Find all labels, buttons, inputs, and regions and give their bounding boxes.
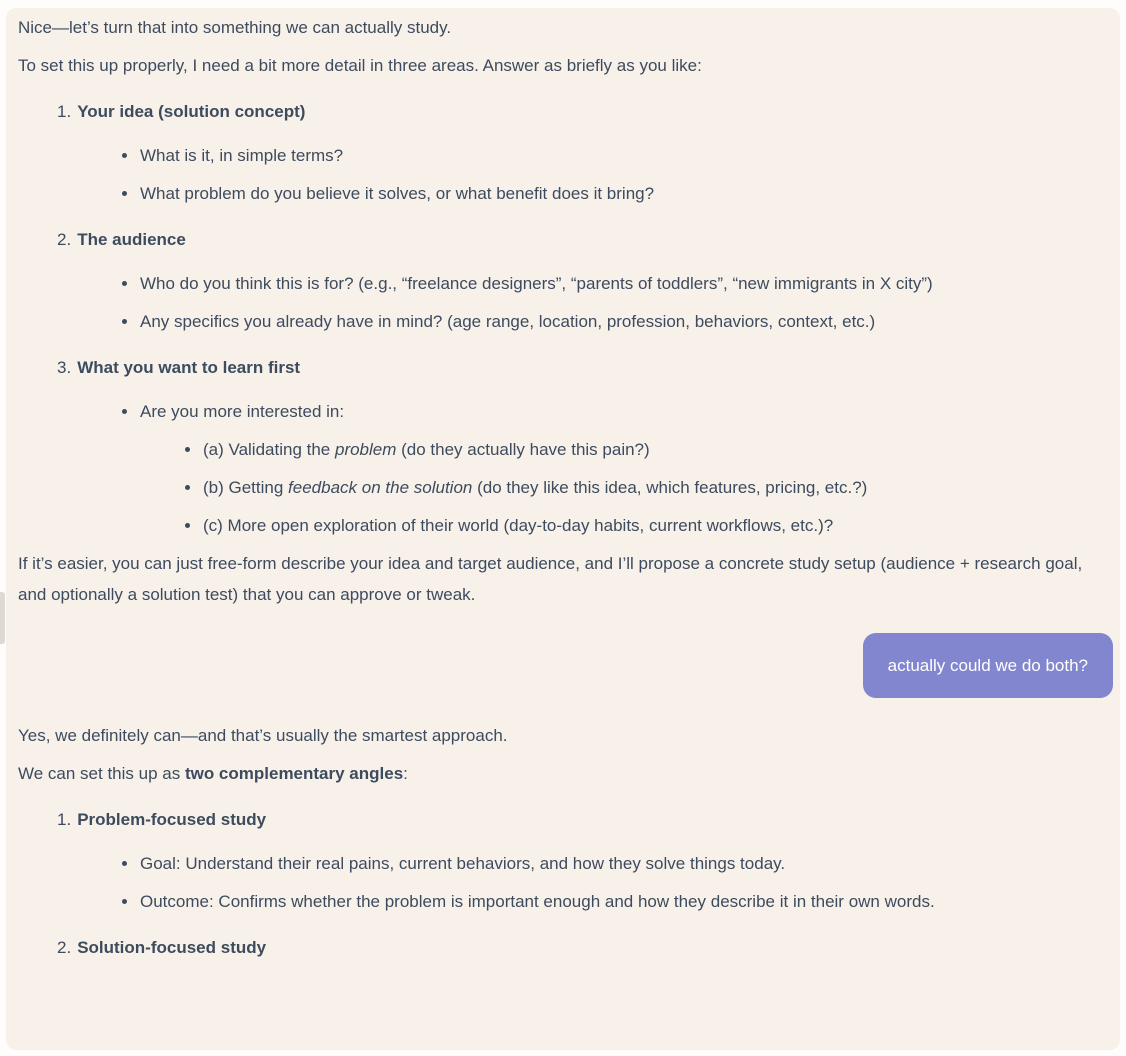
bullet-icon [185,447,190,452]
paragraph-pre: We can set this up as [18,764,185,783]
left-edge-scroll-handle[interactable] [0,592,5,644]
list-item [18,140,1087,171]
list-item [18,886,1087,917]
item-number: 1. [57,810,72,829]
assistant-paragraph: Nice—let’s turn that into something we can actually study. [18,18,452,37]
item-title: Solution-focused study [77,938,267,957]
bullet-icon [122,899,127,904]
bullet-icon [122,191,127,196]
bullet-text-pre: (a) Validating the [203,440,335,459]
item-title: Problem-focused study [77,810,267,829]
bullet-text-pre: (c) More open exploration of their world (day-to-day habits, current workflows, etc.)? [203,516,834,535]
list-item [18,178,1087,209]
bullet-text: Goal: Understand their real pains, current behaviors, and how they solve things today. [140,854,786,873]
bullet-icon [122,861,127,866]
bullet-text-post: (do they like this idea, which features, pricing, etc.?) [472,478,868,497]
bullet-text: Are you more interested in: [140,402,345,421]
numbered-item-3 [18,352,1087,383]
user-message-bubble [863,633,1113,698]
list-item [18,306,1087,337]
item-number: 2. [57,230,72,249]
numbered-item-title [57,352,1087,383]
bullet-text-pre: (b) Getting [203,478,289,497]
sub-list-item [18,510,1087,541]
assistant-message-1 [6,12,1120,610]
bullet-icon [185,485,190,490]
assistant-paragraph: Yes, we definitely can—and that’s usually the smartest approach. [18,726,508,745]
numbered-item-2 [18,932,1087,963]
bullet-icon [122,281,127,286]
assistant-message-2 [6,720,1120,963]
numbered-item-1 [18,96,1087,127]
assistant-paragraph: If it’s easier, you can just free-form describe your idea and target audience, and I’ll propose a concrete study setup (audience + research goal, and optionally a solution test) that you can approve or tweak. [18,554,1083,604]
list-item [18,268,1087,299]
item-number: 3. [57,358,72,377]
paragraph-post: : [403,764,408,783]
bullet-text-italic: problem [334,440,397,459]
bullet-text: Outcome: Confirms whether the problem is important enough and how they describe it in their own words. [140,892,935,911]
numbered-item-1 [18,804,1087,835]
assistant-paragraph [18,758,1087,789]
item-title: Your idea (solution concept) [77,102,306,121]
bullet-text: What problem do you believe it solves, or what benefit does it bring? [140,184,655,203]
user-message-text: actually could we do both? [887,656,1088,675]
bullet-text [203,472,1087,503]
bullet-text: Who do you think this is for? (e.g., “freelance designers”, “parents of toddlers”, “new immigrants in X city”) [140,274,933,293]
bullet-text-italic: feedback on the solution [288,478,473,497]
user-message-row [6,633,1120,698]
item-number: 1. [57,102,72,121]
item-title: The audience [77,230,186,249]
numbered-item-2 [18,224,1087,255]
numbered-item-title [57,804,1087,835]
bullet-text: Any specifics you already have in mind? (age range, location, profession, behaviors, context, etc.) [140,312,876,331]
bullet-text [203,510,1087,541]
list-item [18,396,1087,427]
numbered-item-title [57,932,1087,963]
assistant-paragraph: To set this up properly, I need a bit more detail in three areas. Answer as briefly as you like: [18,56,702,75]
bullet-text: What is it, in simple terms? [140,146,344,165]
numbered-item-title [57,224,1087,255]
bullet-icon [122,153,127,158]
bullet-text-post: (do they actually have this pain?) [396,440,650,459]
sub-list-item [18,434,1087,465]
bullet-icon [122,319,127,324]
sub-list-item [18,472,1087,503]
item-number: 2. [57,938,72,957]
list-item [18,848,1087,879]
bullet-icon [122,409,127,414]
bullet-text [203,434,1087,465]
chat-conversation-panel [6,8,1120,1050]
bullet-icon [185,523,190,528]
numbered-item-title [57,96,1087,127]
item-title: What you want to learn first [77,358,301,377]
paragraph-bold: two complementary angles [184,764,404,783]
